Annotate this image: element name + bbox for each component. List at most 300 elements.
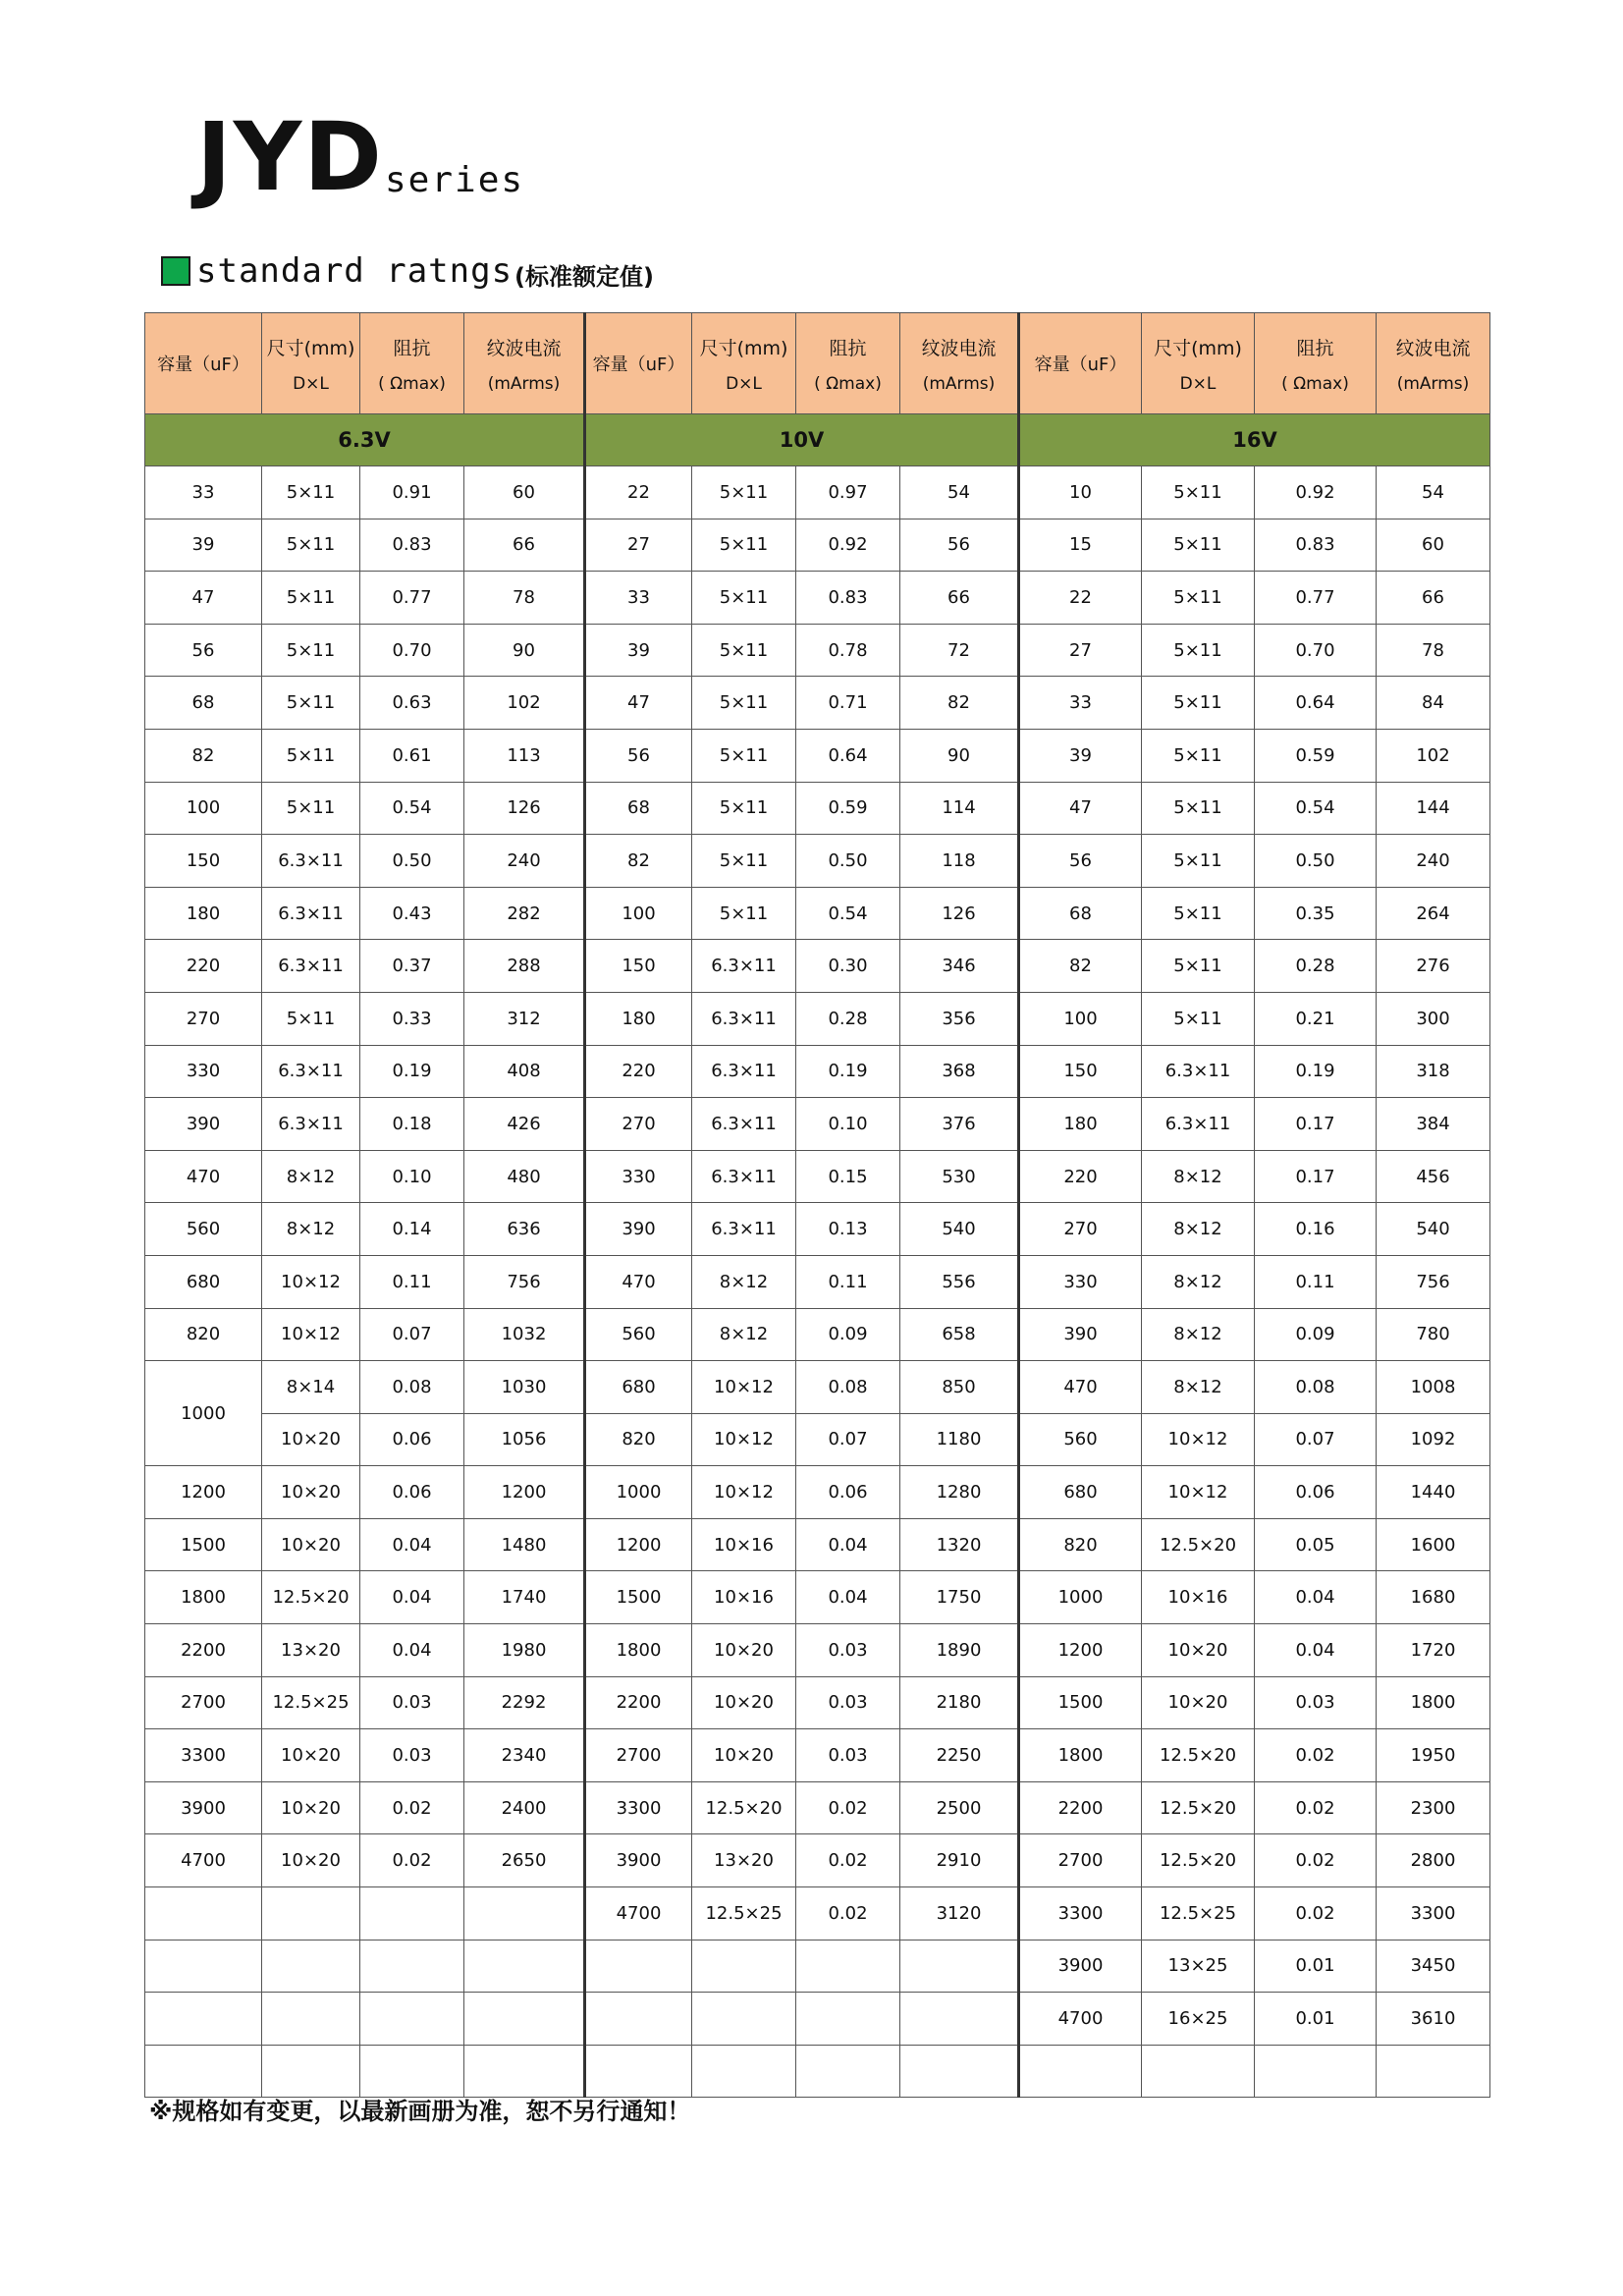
- ripple-cell: 1440: [1377, 1466, 1490, 1519]
- ripple-cell: 1800: [1377, 1676, 1490, 1729]
- impedance-cell: 0.04: [1255, 1571, 1377, 1624]
- impedance-cell: 0.54: [1255, 782, 1377, 835]
- impedance-cell: 0.19: [360, 1045, 464, 1098]
- ripple-cell: 60: [1377, 519, 1490, 572]
- ripple-cell: 84: [1377, 677, 1490, 730]
- capacity-cell: 33: [145, 466, 262, 519]
- size-cell: 5×11: [692, 782, 796, 835]
- table-row: [145, 1466, 1490, 1519]
- size-cell: 5×11: [1142, 729, 1255, 782]
- capacity-cell: 560: [145, 1203, 262, 1256]
- impedance-cell: 0.33: [360, 992, 464, 1045]
- capacity-cell: 100: [1019, 992, 1142, 1045]
- impedance-header-line1: 阻抗: [393, 337, 431, 359]
- size-cell: 8×12: [1142, 1255, 1255, 1308]
- impedance-cell: 0.07: [796, 1413, 900, 1466]
- impedance-cell: [796, 1993, 900, 2046]
- ripple-cell: 90: [900, 729, 1019, 782]
- ripple-cell: 456: [1377, 1150, 1490, 1203]
- ripple-cell: 66: [1377, 572, 1490, 625]
- capacity-cell: 82: [145, 729, 262, 782]
- ripple-cell: 1200: [464, 1466, 585, 1519]
- capacity-cell: 39: [145, 519, 262, 572]
- impedance-cell: 0.03: [796, 1729, 900, 1782]
- size-cell: 5×11: [692, 677, 796, 730]
- capacity-cell: 2200: [585, 1676, 692, 1729]
- capacity-cell: 2200: [145, 1624, 262, 1677]
- capacity-cell: 2700: [145, 1676, 262, 1729]
- size-cell: 10×20: [262, 1413, 360, 1466]
- size-cell: 5×11: [692, 519, 796, 572]
- impedance-cell: 0.50: [1255, 835, 1377, 888]
- impedance-cell: 0.01: [1255, 1940, 1377, 1993]
- size-cell: 10×12: [1142, 1413, 1255, 1466]
- table-row: [145, 1834, 1490, 1887]
- ripple-cell: 288: [464, 940, 585, 993]
- capacity-cell: 3300: [1019, 1887, 1142, 1941]
- impedance-cell: 0.04: [360, 1624, 464, 1677]
- size-cell: 10×20: [692, 1729, 796, 1782]
- capacity-header: 容量（uF）: [1019, 313, 1142, 414]
- impedance-cell: 0.01: [1255, 1993, 1377, 2046]
- impedance-cell: 0.19: [1255, 1045, 1377, 1098]
- ripple-cell: 2910: [900, 1834, 1019, 1887]
- capacity-header: 容量（uF）: [145, 313, 262, 414]
- impedance-cell: 0.05: [1255, 1518, 1377, 1571]
- impedance-cell: 0.03: [796, 1676, 900, 1729]
- ripple-cell: 368: [900, 1045, 1019, 1098]
- ripple-header: [464, 313, 585, 414]
- impedance-cell: 0.64: [796, 729, 900, 782]
- size-cell: 5×11: [692, 887, 796, 940]
- size-cell: 12.5×20: [1142, 1729, 1255, 1782]
- ripple-cell: 240: [464, 835, 585, 888]
- size-cell: 13×20: [262, 1624, 360, 1677]
- size-cell: 10×20: [692, 1624, 796, 1677]
- size-cell: 6.3×11: [692, 1098, 796, 1151]
- size-cell: 6.3×11: [262, 887, 360, 940]
- ripple-header-line1: 纹波电流: [921, 337, 997, 359]
- impedance-cell: 0.92: [796, 519, 900, 572]
- size-cell: 12.5×25: [1142, 1887, 1255, 1941]
- ripple-cell: 3120: [900, 1887, 1019, 1941]
- ripple-cell: 318: [1377, 1045, 1490, 1098]
- size-cell: 10×16: [692, 1518, 796, 1571]
- ripple-cell: 78: [1377, 624, 1490, 677]
- capacity-cell: 47: [1019, 782, 1142, 835]
- impedance-cell: 0.71: [796, 677, 900, 730]
- impedance-cell: 0.13: [796, 1203, 900, 1256]
- impedance-cell: 0.06: [360, 1466, 464, 1519]
- ripple-cell: 2292: [464, 1676, 585, 1729]
- size-header-line2: D×L: [726, 373, 762, 394]
- size-cell: [262, 1940, 360, 1993]
- capacity-cell: 1800: [1019, 1729, 1142, 1782]
- footnote: ※规格如有变更，以最新画册为准，恕不另行通知！: [149, 2098, 691, 2125]
- size-cell: 6.3×11: [692, 1150, 796, 1203]
- ripple-cell: 113: [464, 729, 585, 782]
- ripple-cell: 1980: [464, 1624, 585, 1677]
- size-cell: 12.5×20: [262, 1571, 360, 1624]
- table-row: [145, 1255, 1490, 1308]
- impedance-cell: 0.06: [1255, 1466, 1377, 1519]
- size-cell: [262, 1993, 360, 2046]
- size-cell: 6.3×11: [262, 1098, 360, 1151]
- capacity-cell: 82: [1019, 940, 1142, 993]
- capacity-cell: 3900: [145, 1781, 262, 1834]
- ripple-cell: [464, 1993, 585, 2046]
- ripple-cell: 144: [1377, 782, 1490, 835]
- section-heading: [161, 251, 654, 291]
- ripple-cell: 1680: [1377, 1571, 1490, 1624]
- impedance-cell: 0.10: [360, 1150, 464, 1203]
- ripple-cell: 426: [464, 1098, 585, 1151]
- ripple-cell: 1740: [464, 1571, 585, 1624]
- ripple-cell: 2500: [900, 1781, 1019, 1834]
- impedance-cell: 0.91: [360, 466, 464, 519]
- ripple-cell: 658: [900, 1308, 1019, 1361]
- ripple-cell: 1720: [1377, 1624, 1490, 1677]
- ripple-cell: 118: [900, 835, 1019, 888]
- ripple-cell: 54: [1377, 466, 1490, 519]
- ripple-cell: 636: [464, 1203, 585, 1256]
- capacity-cell: 180: [1019, 1098, 1142, 1151]
- ripple-cell: 408: [464, 1045, 585, 1098]
- size-cell: 10×12: [692, 1413, 796, 1466]
- ripple-cell: 56: [900, 519, 1019, 572]
- ripple-cell: 1032: [464, 1308, 585, 1361]
- size-cell: 8×12: [262, 1150, 360, 1203]
- series-subtitle: series: [385, 160, 525, 200]
- ripple-cell: 300: [1377, 992, 1490, 1045]
- size-cell: 10×20: [1142, 1676, 1255, 1729]
- ripple-cell: 2300: [1377, 1781, 1490, 1834]
- ripple-cell: 66: [464, 519, 585, 572]
- capacity-cell: 56: [145, 624, 262, 677]
- size-header-line1: 尺寸(mm): [1154, 337, 1242, 359]
- ripple-cell: 1008: [1377, 1361, 1490, 1414]
- impedance-cell: [796, 1940, 900, 1993]
- ripple-header-line2: (mArms): [922, 373, 996, 394]
- impedance-cell: 0.08: [1255, 1361, 1377, 1414]
- size-cell: [692, 1940, 796, 1993]
- size-cell: 8×12: [692, 1255, 796, 1308]
- capacity-cell: 150: [1019, 1045, 1142, 1098]
- size-cell: 5×11: [1142, 887, 1255, 940]
- impedance-cell: 0.04: [796, 1571, 900, 1624]
- size-cell: [262, 1887, 360, 1941]
- size-cell: 10×20: [262, 1781, 360, 1834]
- capacity-cell: 4700: [1019, 1993, 1142, 2046]
- impedance-header: [1255, 313, 1377, 414]
- size-cell: 16×25: [1142, 1993, 1255, 2046]
- table-row: [145, 1045, 1490, 1098]
- table-row: [145, 1993, 1490, 2046]
- size-cell: 5×11: [692, 729, 796, 782]
- impedance-cell: 0.08: [360, 1361, 464, 1414]
- size-cell: 5×11: [692, 835, 796, 888]
- impedance-cell: 0.09: [1255, 1308, 1377, 1361]
- capacity-cell: 1500: [1019, 1676, 1142, 1729]
- impedance-cell: 0.04: [360, 1571, 464, 1624]
- impedance-cell: [360, 1993, 464, 2046]
- ripple-cell: 756: [464, 1255, 585, 1308]
- capacity-cell: 150: [585, 940, 692, 993]
- impedance-cell: 0.43: [360, 887, 464, 940]
- impedance-cell: 0.02: [360, 1834, 464, 1887]
- capacity-cell: 82: [585, 835, 692, 888]
- ripple-cell: 480: [464, 1150, 585, 1203]
- capacity-cell: 560: [1019, 1413, 1142, 1466]
- impedance-header-line1: 阻抗: [1296, 337, 1334, 359]
- impedance-cell: 0.17: [1255, 1150, 1377, 1203]
- impedance-cell: 0.59: [1255, 729, 1377, 782]
- impedance-cell: 0.54: [360, 782, 464, 835]
- capacity-cell: 68: [1019, 887, 1142, 940]
- capacity-cell: 390: [145, 1098, 262, 1151]
- ripple-cell: 1030: [464, 1361, 585, 1414]
- impedance-cell: 0.06: [360, 1413, 464, 1466]
- ripple-cell: 346: [900, 940, 1019, 993]
- ripple-cell: 66: [900, 572, 1019, 625]
- impedance-cell: 0.10: [796, 1098, 900, 1151]
- impedance-header-line2: ( Ωmax): [1281, 373, 1349, 394]
- size-cell: 12.5×20: [1142, 1518, 1255, 1571]
- size-cell: 5×11: [262, 519, 360, 572]
- size-cell: 10×12: [1142, 1466, 1255, 1519]
- size-cell: 12.5×20: [1142, 1781, 1255, 1834]
- capacity-cell: 68: [145, 677, 262, 730]
- ripple-cell: 126: [900, 887, 1019, 940]
- ripple-cell: 1056: [464, 1413, 585, 1466]
- size-cell: 6.3×11: [692, 992, 796, 1045]
- capacity-cell: 330: [585, 1150, 692, 1203]
- size-cell: 10×20: [1142, 1624, 1255, 1677]
- capacity-cell: 33: [585, 572, 692, 625]
- size-cell: 5×11: [262, 729, 360, 782]
- impedance-cell: 0.02: [1255, 1729, 1377, 1782]
- size-header: [1142, 313, 1255, 414]
- ripple-header-line2: (mArms): [487, 373, 561, 394]
- size-cell: 10×20: [262, 1834, 360, 1887]
- impedance-cell: 0.03: [796, 1624, 900, 1677]
- capacity-cell: [585, 1940, 692, 1993]
- capacity-cell: 220: [585, 1045, 692, 1098]
- ripple-cell: [900, 1940, 1019, 1993]
- capacity-cell: 15: [1019, 519, 1142, 572]
- table-row: [145, 572, 1490, 625]
- table-row: [145, 1887, 1490, 1941]
- size-cell: 5×11: [1142, 835, 1255, 888]
- size-cell: 13×25: [1142, 1940, 1255, 1993]
- capacity-cell: 180: [145, 887, 262, 940]
- table-row: [145, 466, 1490, 519]
- impedance-cell: 0.70: [1255, 624, 1377, 677]
- ripple-cell: 1600: [1377, 1518, 1490, 1571]
- impedance-cell: 0.03: [1255, 1676, 1377, 1729]
- size-cell: 8×12: [1142, 1203, 1255, 1256]
- size-cell: 8×12: [1142, 1361, 1255, 1414]
- impedance-cell: 0.59: [796, 782, 900, 835]
- size-cell: 10×12: [692, 1361, 796, 1414]
- ripple-cell: 780: [1377, 1308, 1490, 1361]
- impedance-header-line2: ( Ωmax): [378, 373, 446, 394]
- size-cell: 5×11: [1142, 624, 1255, 677]
- ripple-cell: 3450: [1377, 1940, 1490, 1993]
- capacity-cell: 2700: [1019, 1834, 1142, 1887]
- impedance-cell: 0.35: [1255, 887, 1377, 940]
- impedance-cell: 0.04: [796, 1518, 900, 1571]
- capacity-cell: 680: [145, 1255, 262, 1308]
- impedance-cell: [360, 1887, 464, 1941]
- capacity-cell: [585, 1993, 692, 2046]
- size-cell: 5×11: [692, 624, 796, 677]
- size-cell: 10×12: [262, 1308, 360, 1361]
- size-cell: 12.5×20: [692, 1781, 796, 1834]
- ripple-cell: 540: [900, 1203, 1019, 1256]
- impedance-header-line1: 阻抗: [829, 337, 867, 359]
- capacity-cell: 1000: [1019, 1571, 1142, 1624]
- size-header: [262, 313, 360, 414]
- ripple-cell: 82: [900, 677, 1019, 730]
- size-cell: 10×20: [262, 1729, 360, 1782]
- ripple-cell: 282: [464, 887, 585, 940]
- capacity-cell: 2200: [1019, 1781, 1142, 1834]
- size-header-line1: 尺寸(mm): [699, 337, 788, 359]
- size-cell: 6.3×11: [692, 1045, 796, 1098]
- ripple-cell: 102: [1377, 729, 1490, 782]
- ripple-cell: 556: [900, 1255, 1019, 1308]
- section-marker-icon: [161, 256, 190, 286]
- impedance-cell: 0.83: [360, 519, 464, 572]
- impedance-cell: 0.63: [360, 677, 464, 730]
- ripple-cell: 376: [900, 1098, 1019, 1151]
- column-header-row: [145, 313, 1490, 414]
- capacity-cell: 100: [585, 887, 692, 940]
- section-title-cn: (标准额定值): [514, 262, 654, 291]
- size-cell: 5×11: [262, 992, 360, 1045]
- capacity-cell: 470: [1019, 1361, 1142, 1414]
- impedance-cell: 0.06: [796, 1466, 900, 1519]
- ripple-cell: 530: [900, 1150, 1019, 1203]
- size-cell: 5×11: [262, 677, 360, 730]
- impedance-cell: 0.21: [1255, 992, 1377, 1045]
- size-cell: 5×11: [692, 466, 796, 519]
- capacity-cell: 560: [585, 1308, 692, 1361]
- size-cell: 6.3×11: [692, 1203, 796, 1256]
- size-header-line2: D×L: [1179, 373, 1217, 394]
- capacity-cell: 3900: [585, 1834, 692, 1887]
- impedance-cell: 0.61: [360, 729, 464, 782]
- impedance-header: [360, 313, 464, 414]
- size-cell: 6.3×11: [262, 940, 360, 993]
- impedance-cell: 0.02: [796, 1834, 900, 1887]
- series-title: JYD: [196, 102, 384, 212]
- impedance-cell: 0.14: [360, 1203, 464, 1256]
- capacity-cell: 39: [1019, 729, 1142, 782]
- impedance-cell: 0.11: [796, 1255, 900, 1308]
- capacity-cell: [145, 1993, 262, 2046]
- capacity-cell: 3300: [145, 1729, 262, 1782]
- size-cell: 8×12: [1142, 1308, 1255, 1361]
- ripple-cell: [464, 2045, 585, 2098]
- table-row: [145, 519, 1490, 572]
- capacity-cell: 68: [585, 782, 692, 835]
- ripple-cell: 54: [900, 466, 1019, 519]
- size-cell: 8×12: [262, 1203, 360, 1256]
- ripple-header-line1: 纹波电流: [1395, 337, 1471, 359]
- capacity-cell: 270: [145, 992, 262, 1045]
- capacity-cell: 27: [585, 519, 692, 572]
- capacity-cell: 1200: [145, 1466, 262, 1519]
- size-cell: 10×12: [262, 1255, 360, 1308]
- size-cell: 12.5×20: [1142, 1834, 1255, 1887]
- table-row: [145, 729, 1490, 782]
- size-cell: 13×20: [692, 1834, 796, 1887]
- capacity-cell: 1000: [145, 1361, 262, 1466]
- size-cell: 6.3×11: [692, 940, 796, 993]
- size-cell: [692, 1993, 796, 2046]
- capacity-cell: 390: [1019, 1308, 1142, 1361]
- size-cell: 6.3×11: [262, 835, 360, 888]
- capacity-cell: 390: [585, 1203, 692, 1256]
- ripple-cell: 1950: [1377, 1729, 1490, 1782]
- capacity-cell: 39: [585, 624, 692, 677]
- capacity-cell: 270: [1019, 1203, 1142, 1256]
- size-header-line2: D×L: [293, 373, 329, 394]
- impedance-cell: 0.11: [360, 1255, 464, 1308]
- ripple-cell: 2180: [900, 1676, 1019, 1729]
- capacity-cell: 680: [585, 1361, 692, 1414]
- impedance-cell: 0.02: [796, 1887, 900, 1941]
- ripple-cell: 1890: [900, 1624, 1019, 1677]
- ripple-cell: 312: [464, 992, 585, 1045]
- size-cell: 5×11: [1142, 992, 1255, 1045]
- section-title-en: standard ratngs: [196, 251, 514, 291]
- ripple-cell: 1480: [464, 1518, 585, 1571]
- impedance-cell: 0.78: [796, 624, 900, 677]
- table-row: [145, 1150, 1490, 1203]
- impedance-cell: 0.37: [360, 940, 464, 993]
- ripple-cell: 1180: [900, 1413, 1019, 1466]
- impedance-cell: 0.03: [360, 1729, 464, 1782]
- capacity-cell: 22: [1019, 572, 1142, 625]
- ripple-cell: 1750: [900, 1571, 1019, 1624]
- capacity-cell: 3900: [1019, 1940, 1142, 1993]
- capacity-cell: 1500: [585, 1571, 692, 1624]
- size-cell: 5×11: [1142, 677, 1255, 730]
- table-row: [145, 1781, 1490, 1834]
- capacity-cell: 100: [145, 782, 262, 835]
- size-cell: 12.5×25: [262, 1676, 360, 1729]
- capacity-cell: 470: [585, 1255, 692, 1308]
- ripple-cell: 3300: [1377, 1887, 1490, 1941]
- table-row: [145, 1098, 1490, 1151]
- table-row: [145, 835, 1490, 888]
- ripple-cell: [900, 2045, 1019, 2098]
- capacity-cell: 1800: [145, 1571, 262, 1624]
- ripple-cell: 2250: [900, 1729, 1019, 1782]
- size-cell: 6.3×11: [262, 1045, 360, 1098]
- size-cell: 10×12: [692, 1466, 796, 1519]
- capacity-header: 容量（uF）: [585, 313, 692, 414]
- capacity-cell: 27: [1019, 624, 1142, 677]
- impedance-cell: [796, 2045, 900, 2098]
- ripple-cell: 2800: [1377, 1834, 1490, 1887]
- impedance-cell: 0.92: [1255, 466, 1377, 519]
- table-row: [145, 940, 1490, 993]
- ripple-cell: 276: [1377, 940, 1490, 993]
